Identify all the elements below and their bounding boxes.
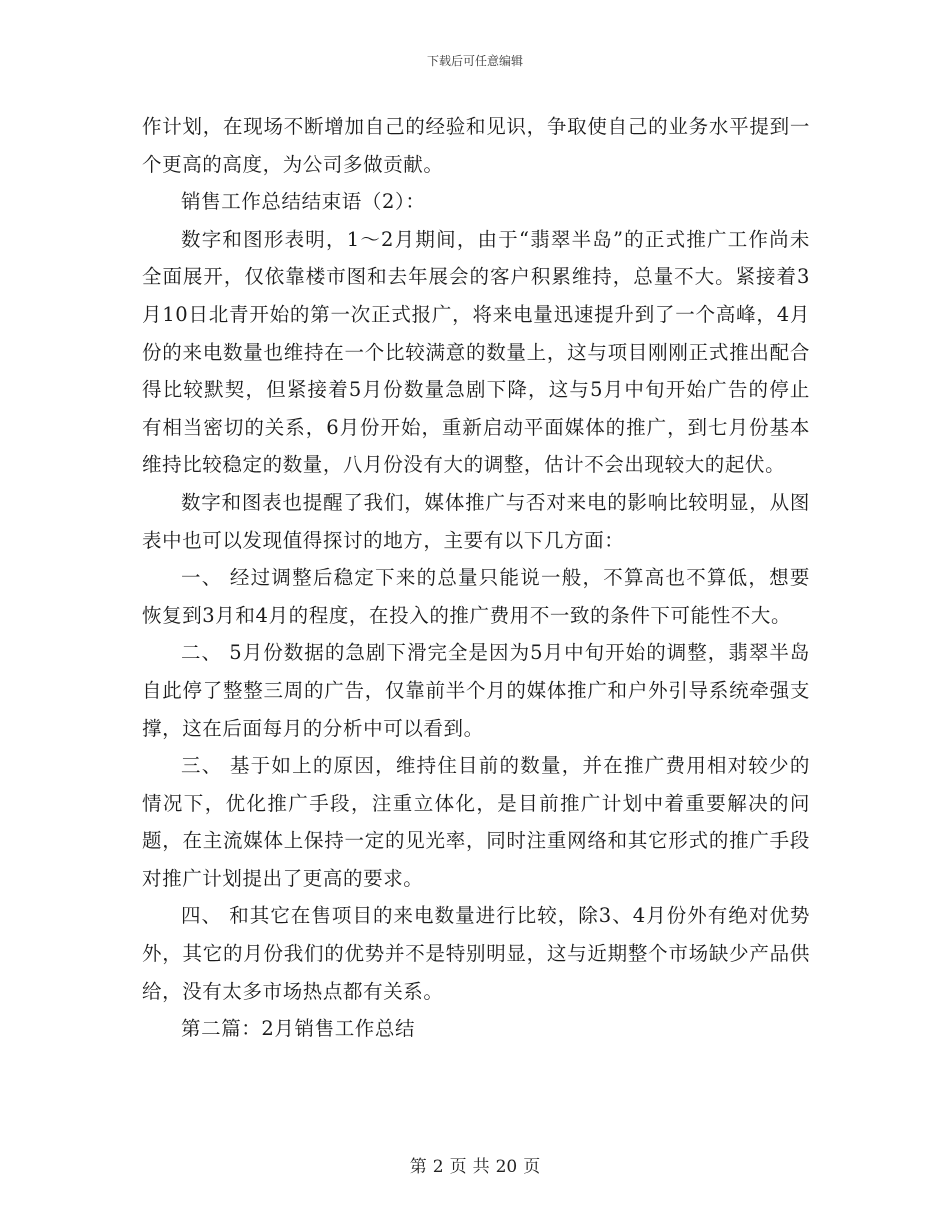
- section-heading-part-two: 第二篇：2月销售工作总结: [181, 1017, 416, 1041]
- list-item-two: 二、 5月份数据的急剧下滑完全是因为5月中旬开始的调整，翡翠半岛自此停了整整三周的广告，仅靠前半个月的媒体推广和户外引导系统牵强支撑，这在后面每月的分析中可以看到。: [142, 641, 810, 740]
- paragraph-data-analysis: 数字和图形表明，1～2月期间，由于“翡翠半岛”的正式推广工作尚未全面展开，仅依靠楼市图和去年展会的客户积累维持，总量不大。紧接着3月10日北青开始的第一次正式报广，将来电量迅速提升到了一个高峰，4月份的来电数量也维持在一个比较满意的数量上，这与项目刚刚正式推出配合得比较默契，但紧接着5月份数量急剧下降，这与5月中旬开始广告的停止有相当密切的关系，6月份开始，重新启动平面媒体的推广，到七月份基本维持比较稳定的数量，八月份没有大的调整，估计不会出现较大的起伏。: [142, 227, 810, 477]
- footer-total-pages: 20: [495, 1157, 518, 1177]
- page-header: 下载后可任意编辑: [426, 54, 523, 68]
- list-item-one: 一、 经过调整后稳定下来的总量只能说一般，不算高也不算低，想要恢复到3月和4月的程度，在投入的推广费用不一致的条件下可能性不大。: [142, 566, 810, 627]
- footer-prefix: 第: [409, 1157, 427, 1177]
- list-item-four: 四、 和其它在售项目的来电数量进行比较，除3、4月份外有绝对优势外，其它的月份我们的优势并不是特别明显，这与近期整个市场缺少产品供给，没有太多市场热点都有关系。: [142, 904, 810, 1003]
- section-heading-conclusion-2: 销售工作总结结束语（2）：: [181, 190, 426, 214]
- paragraph-continuation: 作计划，在现场不断增加自己的经验和见识，争取使自己的业务水平提到一个更高的高度，为公司多做贡献。: [142, 115, 810, 176]
- paragraph-chart-reminder: 数字和图表也提醒了我们，媒体推广与否对来电的影响比较明显，从图表中也可以发现值得探讨的地方，主要有以下几方面：: [142, 490, 810, 552]
- footer-suffix: 页: [523, 1157, 541, 1177]
- document-body: [142, 108, 810, 1048]
- footer-page-number: 2: [432, 1157, 444, 1177]
- list-item-three: 三、 基于如上的原因，维持住目前的数量，并在推广费用相对较少的情况下，优化推广手段，注重立体化，是目前推广计划中着重要解决的问题，在主流媒体上保持一定的见光率，同时注重网络和其它形式的推广手段对推广计划提出了更高的要求。: [142, 754, 810, 890]
- footer-total-prefix: 共: [472, 1157, 490, 1177]
- footer-page-unit: 页: [449, 1157, 467, 1177]
- page-footer: [0, 1152, 950, 1177]
